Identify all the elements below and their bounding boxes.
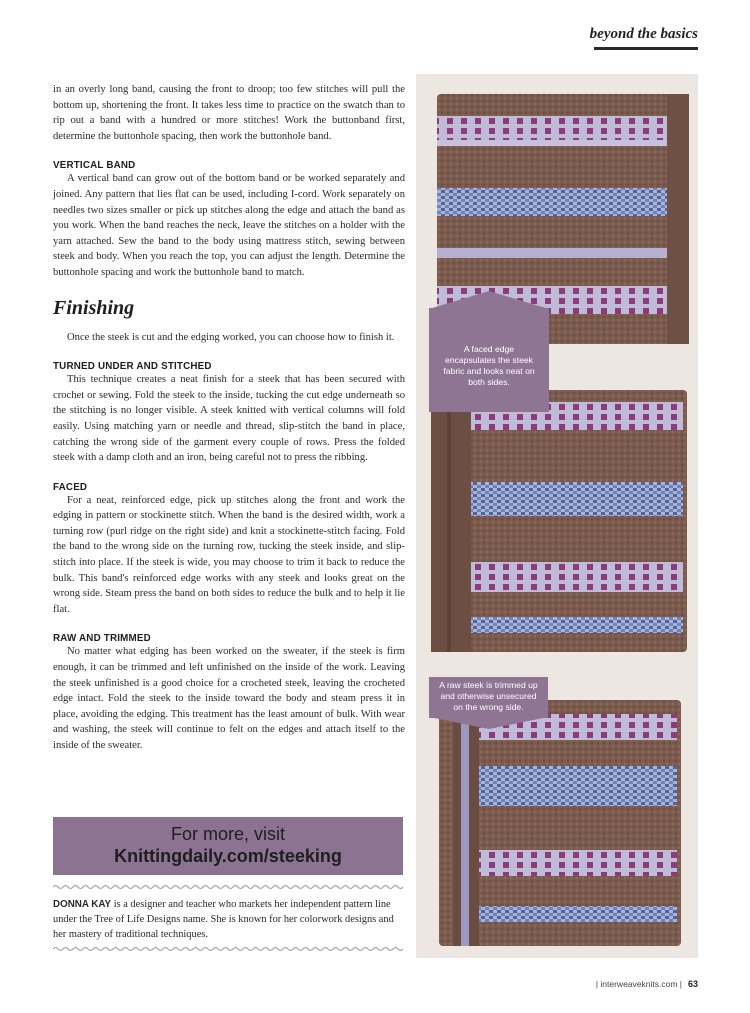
author-bio — [53, 897, 405, 942]
article-column — [53, 82, 405, 754]
caption-raw: A raw steek is trimmed up and otherwise unsecured on the wrong side. — [439, 680, 538, 712]
faced-paragraph: For a neat, reinforced edge, pick up stitches along the front and work the edging in pattern or stockinette stitch. When the band is the desired width, work a turning row (purl ridge on the right side) and knit a stockinette-stitch facing. Fold the band to the wrong side on the turning row, tucking the steek inside, and slip-stitch into place. If the steek is wide, you may choose to trim it back to reduce the bulk. This band's reinforced edge works with any steek and looks great on the wrong side. Steam press the band on both sides to reduce the bulk and to help it lie flat. — [53, 494, 405, 615]
caption-faced-arrow — [429, 291, 549, 309]
promo-link[interactable]: Knittingdaily.com/steeking — [114, 846, 342, 866]
finishing-intro: Once the steek is cut and the edging worked, you can choose how to finish it. — [67, 331, 395, 343]
faced-heading: FACED — [53, 481, 88, 493]
page-footer — [596, 979, 698, 989]
author-bio-text: is a designer and teacher who markets her independent pattern line under the Tree of Life Designs name. She is known for her colorwork designs and her mastery of traditional techniques. — [53, 899, 394, 940]
author-name: DONNA KAY — [53, 899, 112, 910]
promo-line-1: For more, visit — [170, 824, 285, 844]
turned-under-heading: TURNED UNDER AND STITCHED — [53, 361, 212, 373]
intro-paragraph: in an overly long band, causing the front to droop; too few stitches will pull the bottom up, shortening the front. It takes less time to practice on the swatch than to rip out a band with a hundred or more stitches! Work the buttonband first, determine the buttonhole spacing, then work the buttonhole band. — [53, 84, 405, 142]
caption-raw-box — [429, 677, 548, 718]
section-rule — [594, 47, 698, 50]
promo-box — [53, 817, 403, 875]
vertical-band-heading: VERTICAL BAND — [53, 160, 136, 172]
turned-under-paragraph: This technique creates a neat finish for a steek that has been secured with crochet or sewing. Fold the steek to the inside, tucking the cut edge underneath so the stitching is no longer visible. A steek knitted with vertical columns will fold easily. Using matching yarn or needle and thread, slip-stitch the band in place, catching the wrong side of the garment every couple of rows. Press the folded steek with a damp cloth and an iron, being careful not to press the ribbing. — [53, 374, 405, 464]
footer-site[interactable]: | interweaveknits.com | — [595, 979, 682, 989]
section-tag: beyond the basics — [589, 26, 698, 42]
caption-faced-box — [429, 308, 549, 412]
page-number: 63 — [687, 979, 698, 989]
caption-raw-arrow — [429, 717, 548, 729]
raw-trimmed-paragraph: No matter what edging has been worked on the sweater, if the steek is firm enough, it can be trimmed and left unfinished on the inside of the work. Leaving the steek unfinished is a good choice for a crocheted steek, leaving the crocheted edge intact. Fold the steek to the inside toward the body and steam press it in place, avoiding the edging. This treatment has the least amount of bulk. With wear and washing, the steek will continue to felt on the edges and attach itself to the inside of the sweater. — [53, 646, 405, 751]
finishing-heading: Finishing — [53, 296, 135, 319]
wavy-divider-bottom — [53, 946, 403, 952]
caption-faced: A faced edge encapsulates the steek fabric and looks neat on both sides. — [443, 344, 535, 387]
wavy-divider-top — [53, 884, 403, 890]
vertical-band-paragraph: A vertical band can grow out of the bottom band or be worked separately and joined. Any pattern that lies flat can be used, including I-cord. Work separately on needles two sizes smaller or pick up stitches along the edge and attach the band as you work. When the band reaches the neck, leave the stitches on a holder with the yarn attached. Sew the band to the body using mattress stitch, sewing between steek and body. When you reach the top, you can adjust the length. Determine the buttonhole spacing and work the buttonhole band to match. — [53, 173, 405, 278]
raw-trimmed-heading: RAW AND TRIMMED — [53, 633, 151, 645]
